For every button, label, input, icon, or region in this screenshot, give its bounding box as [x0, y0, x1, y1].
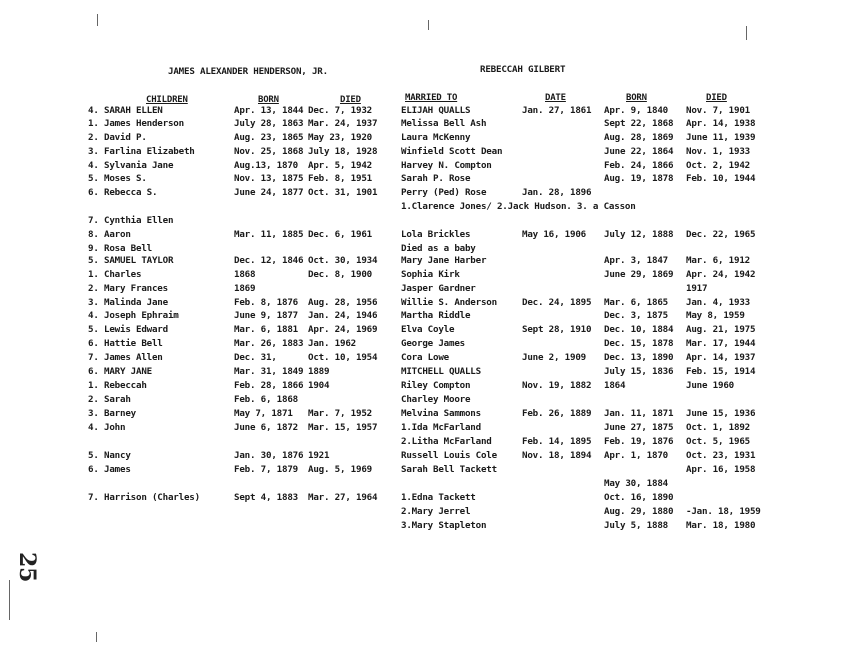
spouse-died: -Jan. 18, 1959	[686, 506, 761, 517]
spouse-name: Sophia Kirk	[401, 269, 460, 280]
marriage-date: Feb. 26, 1889	[522, 408, 592, 419]
child-died: Aug. 28, 1956	[308, 297, 378, 308]
child-name: 5. Nancy	[88, 450, 131, 461]
spouse-born: July 15, 1836	[604, 366, 674, 377]
spouse-name: Russell Louis Cole	[401, 450, 497, 461]
spouse-died: Feb. 15, 1914	[686, 366, 756, 377]
child-name: 1. James Henderson	[88, 118, 184, 129]
spouse-name: Martha Riddle	[401, 310, 471, 321]
spouse-died: Feb. 10, 1944	[686, 173, 756, 184]
spouse-born: Sept 22, 1868	[604, 118, 674, 129]
scan-mark-bottom	[96, 632, 97, 642]
spouse-name: Riley Compton	[401, 380, 471, 391]
spouse-died: June 15, 1936	[686, 408, 756, 419]
spouse-born: Apr. 1, 1870	[604, 450, 668, 461]
marriage-date: Jan. 27, 1861	[522, 105, 592, 116]
child-born: Sept 4, 1883	[234, 492, 298, 503]
child-died: Oct. 31, 1901	[308, 187, 378, 198]
child-name: 2. Sarah	[88, 394, 131, 405]
child-name: 3. Farlina Elizabeth	[88, 146, 195, 157]
spouse-name: Harvey N. Compton	[401, 160, 492, 171]
spouse-name: 2.Mary Jerrel	[401, 506, 471, 517]
child-born: May 7, 1871	[234, 408, 293, 419]
child-born: Mar. 31, 1849	[234, 366, 304, 377]
child-died: Apr. 24, 1969	[308, 324, 378, 335]
spouse-born: June 22, 1864	[604, 146, 674, 157]
spouse-name: Lola Brickles	[401, 229, 471, 240]
spouse-died: Oct. 23, 1931	[686, 450, 756, 461]
marriage-date: Sept 28, 1910	[522, 324, 592, 335]
child-died: Mar. 24, 1937	[308, 118, 378, 129]
spouse-born: Oct. 16, 1890	[604, 492, 674, 503]
child-born: 1869	[234, 283, 256, 294]
child-name: 2. David P.	[88, 132, 147, 143]
spouse-name: 1.Ida McFarland	[401, 422, 481, 433]
spouse-name: Died as a baby	[401, 243, 476, 254]
marriage-date: Nov. 18, 1894	[522, 450, 592, 461]
child-born: June 9, 1877	[234, 310, 298, 321]
spouse-born: July 5, 1888	[604, 520, 668, 531]
child-name: 5. Moses S.	[88, 173, 147, 184]
spouse-born: Dec. 13, 1890	[604, 352, 674, 363]
spouse-died: Dec. 22, 1965	[686, 229, 756, 240]
marriage-date: Feb. 14, 1895	[522, 436, 592, 447]
spouse-died: Oct. 2, 1942	[686, 160, 750, 171]
child-name: 6. Rebecca S.	[88, 187, 158, 198]
child-born: July 28, 1863	[234, 118, 304, 129]
spouse-died: Apr. 16, 1958	[686, 464, 756, 475]
spouse-died: Mar. 17, 1944	[686, 338, 756, 349]
spouse-died: Apr. 14, 1938	[686, 118, 756, 129]
spouse-born: Mar. 6, 1865	[604, 297, 668, 308]
header-children: CHILDREN	[146, 95, 188, 105]
spouse-born: July 12, 1888	[604, 229, 674, 240]
spouse-died: Oct. 1, 1892	[686, 422, 750, 433]
child-died: 1921	[308, 450, 330, 461]
spouse-name: Melissa Bell Ash	[401, 118, 487, 129]
child-born: Feb. 28, 1866	[234, 380, 304, 391]
child-name: 3. Malinda Jane	[88, 297, 168, 308]
spouse-name: Cora Lowe	[401, 352, 449, 363]
child-name: 3. Barney	[88, 408, 136, 419]
child-born: Aug.13, 1870	[234, 160, 298, 171]
spouse-name: Laura McKenny	[401, 132, 471, 143]
spouse-born: Jan. 11, 1871	[604, 408, 674, 419]
spouse-born: Feb. 24, 1866	[604, 160, 674, 171]
spouse-born: Dec. 3, 1875	[604, 310, 668, 321]
marriage-date: June 2, 1909	[522, 352, 586, 363]
spouse-died: Oct. 5, 1965	[686, 436, 750, 447]
child-name: 4. Sylvania Jane	[88, 160, 174, 171]
child-died: Mar. 15, 1957	[308, 422, 378, 433]
scan-mark-top-mid	[428, 20, 429, 30]
child-died: Aug. 5, 1969	[308, 464, 372, 475]
spouse-name: Elva Coyle	[401, 324, 455, 335]
scan-mark-top-left	[97, 14, 98, 26]
spouse-name: 1.Clarence Jones/ 2.Jack Hudson. 3. a Casson	[401, 201, 636, 212]
spouse-born: Apr. 9, 1840	[604, 105, 668, 116]
header-born: BORN	[258, 95, 279, 105]
marriage-date: May 16, 1906	[522, 229, 586, 240]
spouse-born: Feb. 19, 1876	[604, 436, 674, 447]
child-born: Feb. 6, 1868	[234, 394, 298, 405]
header-died: DIED	[340, 95, 361, 105]
child-born: Feb. 7, 1879	[234, 464, 298, 475]
father-name: JAMES ALEXANDER HENDERSON, JR.	[168, 66, 328, 77]
marriage-date: Jan. 28, 1896	[522, 187, 592, 198]
child-born: Mar. 11, 1885	[234, 229, 304, 240]
child-born: June 6, 1872	[234, 422, 298, 433]
spouse-name: ELIJAH QUALLS	[401, 105, 471, 116]
spouse-name: Melvina Sammons	[401, 408, 481, 419]
child-name: 4. John	[88, 422, 126, 433]
child-born: Feb. 8, 1876	[234, 297, 298, 308]
spouse-name: Jasper Gardner	[401, 283, 476, 294]
header-date: DATE	[545, 93, 566, 103]
child-died: 1904	[308, 380, 330, 391]
spouse-died: Apr. 24, 1942	[686, 269, 756, 280]
child-born: Jan. 30, 1876	[234, 450, 304, 461]
child-died: Oct. 30, 1934	[308, 255, 378, 266]
child-died: Oct. 10, 1954	[308, 352, 378, 363]
child-name: 5. SAMUEL TAYLOR	[88, 255, 174, 266]
child-name: 1. Charles	[88, 269, 142, 280]
spouse-died: Nov. 1, 1933	[686, 146, 750, 157]
spouse-name: 2.Litha McFarland	[401, 436, 492, 447]
child-name: 7. James Allen	[88, 352, 163, 363]
child-died: May 23, 1920	[308, 132, 372, 143]
spouse-name: Mary Jane Harber	[401, 255, 487, 266]
child-born: Mar. 6, 1881	[234, 324, 298, 335]
spouse-died: Nov. 7, 1901	[686, 105, 750, 116]
spouse-name: 1.Edna Tackett	[401, 492, 476, 503]
child-died: Jan. 24, 1946	[308, 310, 378, 321]
spouse-name: 3.Mary Stapleton	[401, 520, 487, 531]
child-name: 4. Joseph Ephraim	[88, 310, 179, 321]
child-born: Nov. 25, 1868	[234, 146, 304, 157]
spouse-name: George James	[401, 338, 465, 349]
child-name: 6. Hattie Bell	[88, 338, 163, 349]
child-died: Dec. 6, 1961	[308, 229, 372, 240]
spouse-born: Aug. 29, 1880	[604, 506, 674, 517]
spouse-born: Dec. 15, 1878	[604, 338, 674, 349]
child-name: 2. Mary Frances	[88, 283, 168, 294]
child-born: 1868	[234, 269, 256, 280]
child-name: 7. Harrison (Charles)	[88, 492, 200, 503]
child-died: Apr. 5, 1942	[308, 160, 372, 171]
child-died: Dec. 7, 1932	[308, 105, 372, 116]
child-name: 1. Rebeccah	[88, 380, 147, 391]
spouse-born: June 27, 1875	[604, 422, 674, 433]
child-born: Dec. 12, 1846	[234, 255, 304, 266]
child-died: 1889	[308, 366, 330, 377]
header-married-to: MARRIED TO	[405, 93, 458, 103]
spouse-name: Charley Moore	[401, 394, 471, 405]
child-name: 4. SARAH ELLEN	[88, 105, 163, 116]
child-died: Dec. 8, 1900	[308, 269, 372, 280]
child-died: Jan. 1962	[308, 338, 356, 349]
spouse-name: Sarah P. Rose	[401, 173, 471, 184]
header-spouse-died: DIED	[706, 93, 727, 103]
child-name: 6. James	[88, 464, 131, 475]
child-died: Mar. 27, 1964	[308, 492, 378, 503]
spouse-died: Mar. 18, 1980	[686, 520, 756, 531]
spouse-born: Aug. 28, 1869	[604, 132, 674, 143]
spouse-born: 1864	[604, 380, 626, 391]
child-died: Feb. 8, 1951	[308, 173, 372, 184]
spouse-name: Winfield Scott Dean	[401, 146, 503, 157]
spouse-died: Apr. 14, 1937	[686, 352, 756, 363]
child-born: Dec. 31,	[234, 352, 277, 363]
spouse-died: Mar. 6, 1912	[686, 255, 750, 266]
spouse-died: Aug. 21, 1975	[686, 324, 756, 335]
spouse-died: June 11, 1939	[686, 132, 756, 143]
spouse-name: Sarah Bell Tackett	[401, 464, 497, 475]
scan-mark-left-edge	[9, 580, 10, 620]
child-died: Mar. 7, 1952	[308, 408, 372, 419]
child-name: 7. Cynthia Ellen	[88, 215, 174, 226]
scan-mark-top-right	[746, 26, 747, 40]
spouse-name: Perry (Ped) Rose	[401, 187, 487, 198]
spouse-died: May 8, 1959	[686, 310, 745, 321]
spouse-born: June 29, 1869	[604, 269, 674, 280]
spouse-died: June 1960	[686, 380, 734, 391]
marriage-date: Nov. 19, 1882	[522, 380, 592, 391]
spouse-born: May 30, 1884	[604, 478, 668, 489]
spouse-born: Aug. 19, 1878	[604, 173, 674, 184]
child-born: Aug. 23, 1865	[234, 132, 304, 143]
child-name: 5. Lewis Edward	[88, 324, 168, 335]
spouse-died: 1917	[686, 283, 708, 294]
child-born: Nov. 13, 1875	[234, 173, 304, 184]
spouse-name: MITCHELL QUALLS	[401, 366, 481, 377]
spouse-name: Willie S. Anderson	[401, 297, 497, 308]
child-name: 9. Rosa Bell	[88, 243, 152, 254]
marriage-date: Dec. 24, 1895	[522, 297, 592, 308]
child-born: June 24, 1877	[234, 187, 304, 198]
child-died: July 18, 1928	[308, 146, 378, 157]
child-born: Mar. 26, 1883	[234, 338, 304, 349]
child-name: 6. MARY JANE	[88, 366, 152, 377]
child-born: Apr. 13, 1844	[234, 105, 304, 116]
header-spouse-born: BORN	[626, 93, 647, 103]
spouse-born: Dec. 10, 1884	[604, 324, 674, 335]
spouse-born: Apr. 3, 1847	[604, 255, 668, 266]
spouse-died: Jan. 4, 1933	[686, 297, 750, 308]
page-number: 25	[14, 552, 40, 583]
mother-name: REBECCAH GILBERT	[480, 64, 566, 75]
child-name: 8. Aaron	[88, 229, 131, 240]
